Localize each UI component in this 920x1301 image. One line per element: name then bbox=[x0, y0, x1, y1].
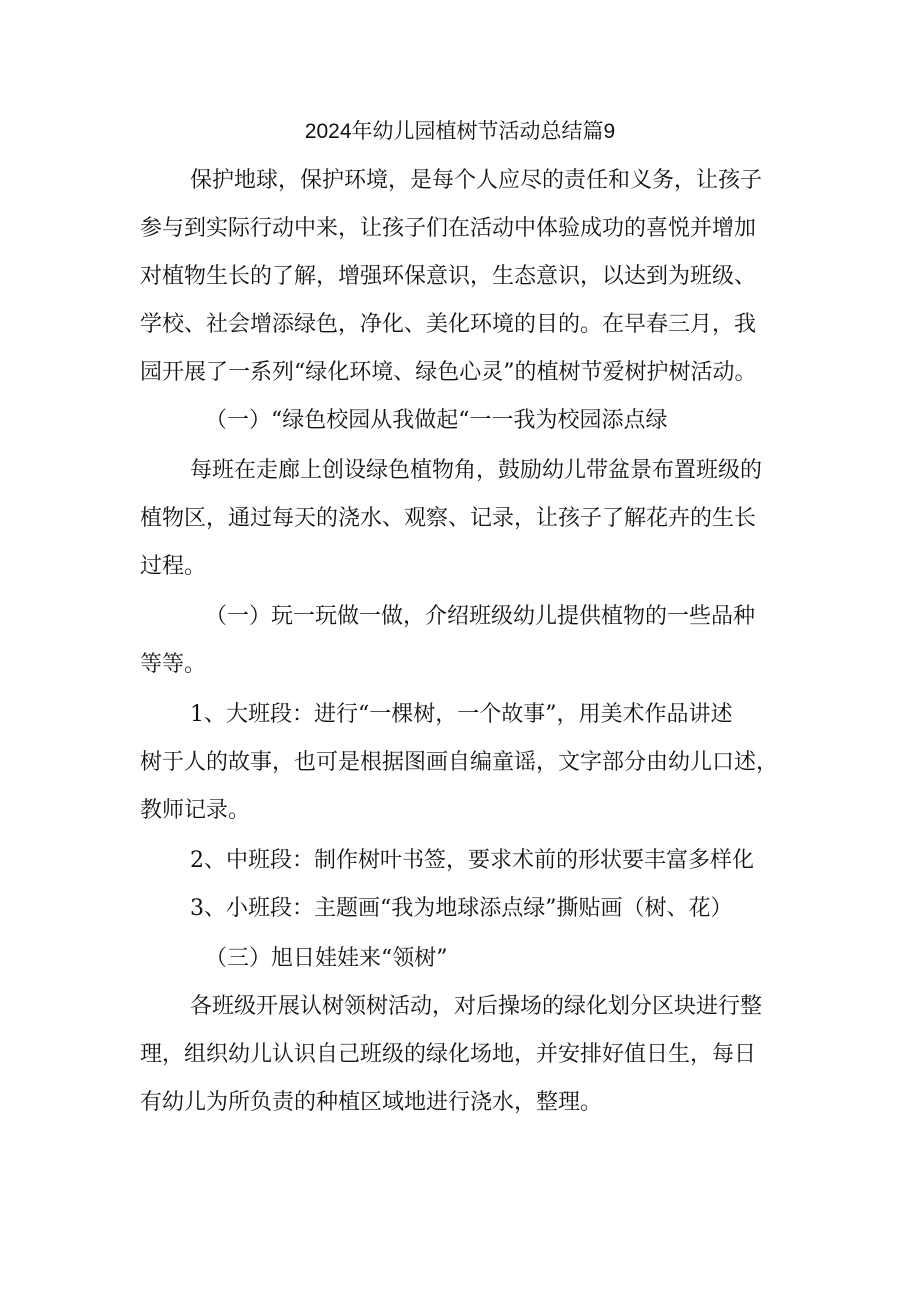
paragraph-line: 园开展了一系列“绿化环境、绿色心灵”的植树节爱树护树活动。 bbox=[140, 360, 757, 385]
paragraph-line: 保护地球，保护环境，是每个人应尽的责任和义务，让孩子 bbox=[190, 168, 763, 193]
list-item-line: 1、大班段：进行“一棵树，一个故事”，用美术作品讲述 bbox=[190, 702, 733, 727]
paragraph-line: 有幼儿为所负责的种植区域地进行浇水，整理。 bbox=[140, 1090, 603, 1115]
paragraph-line: 对植物生长的了解，增强环保意识，生态意识，以达到为班级、 bbox=[140, 264, 757, 289]
list-item-line: 教师记录。 bbox=[140, 798, 251, 823]
paragraph-line: （一）玩一玩做一做，介绍班级幼儿提供植物的一些品种 bbox=[205, 604, 756, 629]
paragraph-line: 参与到实际行动中来，让孩子们在活动中体验成功的喜悦并增加 bbox=[140, 216, 757, 241]
section-heading: （一）“绿色校园从我做起“一一我为校园添点绿 bbox=[205, 408, 668, 433]
paragraph-line: 过程。 bbox=[140, 554, 207, 579]
paragraph-line: 等等。 bbox=[140, 652, 207, 677]
section-heading: （三）旭日娃娃来“领树” bbox=[205, 946, 448, 971]
paragraph-line: 植物区，通过每天的浇水、观察、记录，让孩子了解花卉的生长 bbox=[140, 506, 757, 531]
paragraph-line: 理，组织幼儿认识自己班级的绿化场地，并安排好值日生，每日 bbox=[140, 1042, 757, 1067]
list-item-line: 树于人的故事，也可是根据图画自编童谣，文字部分由幼儿口述， bbox=[140, 750, 779, 775]
paragraph-line: 各班级开展认树领树活动，对后操场的绿化划分区块进行整 bbox=[190, 994, 763, 1019]
list-item-line: 3、小班段：主题画“我为地球添点绿”撕贴画（树、花） bbox=[190, 896, 733, 921]
paragraph-line: 每班在走廊上创设绿色植物角，鼓励幼儿带盆景布置班级的 bbox=[190, 458, 763, 483]
document-title: 2024年幼儿园植树节活动总结篇9 bbox=[304, 120, 616, 143]
list-item-line: 2、中班段：制作树叶书签，要求术前的形状要丰富多样化 bbox=[190, 848, 754, 873]
paragraph-line: 学校、社会增添绿色，净化、美化环境的目的。在早春三月，我 bbox=[140, 312, 757, 337]
